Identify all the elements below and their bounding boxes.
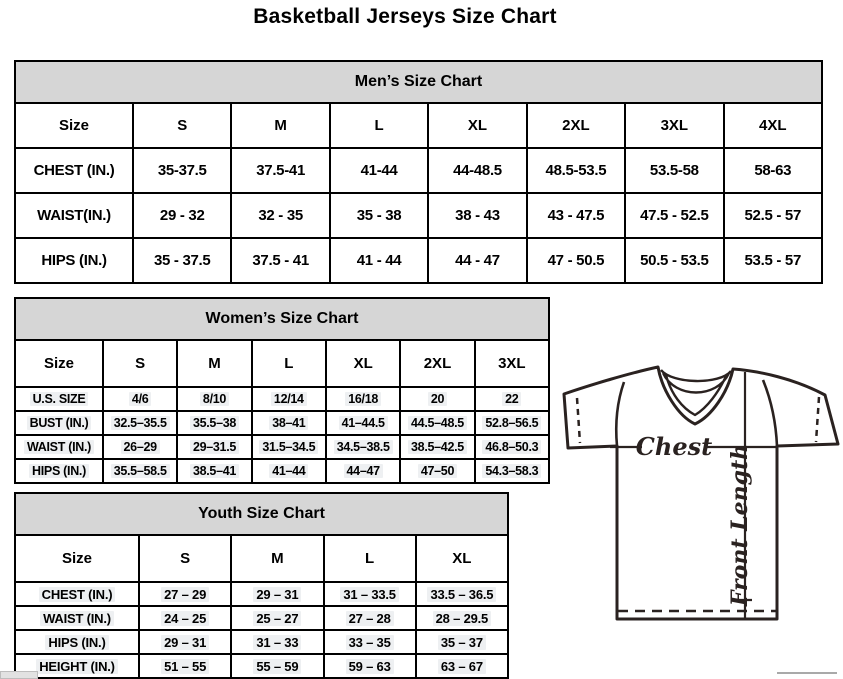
size-value-cell: 43 - 47.5 — [527, 193, 625, 238]
mens-header-row — [15, 103, 822, 148]
size-value-cell: 32.5–35.5 — [103, 411, 177, 435]
size-value-cell: 38.5–42.5 — [400, 435, 474, 459]
column-header: 3XL — [475, 340, 549, 387]
size-value-cell: 16/18 — [326, 387, 400, 411]
table-row — [15, 387, 549, 411]
scrollbar-fragment-left — [0, 671, 38, 679]
size-value-cell: 38.5–41 — [177, 459, 251, 483]
size-value-cell: 29 – 31 — [231, 582, 323, 606]
column-header: 3XL — [625, 103, 723, 148]
column-header: S — [139, 535, 231, 582]
table-row — [15, 238, 822, 283]
table-row — [15, 582, 508, 606]
row-label: WAIST (IN.) — [15, 606, 139, 630]
size-value-cell: 29 – 31 — [139, 630, 231, 654]
size-value-cell: 4/6 — [103, 387, 177, 411]
size-value-cell: 34.5–38.5 — [326, 435, 400, 459]
size-value-cell: 41-44 — [330, 148, 428, 193]
size-value-cell: 47.5 - 52.5 — [625, 193, 723, 238]
size-value-cell: 31 – 33 — [231, 630, 323, 654]
size-value-cell: 22 — [475, 387, 549, 411]
size-value-cell: 32 - 35 — [231, 193, 329, 238]
row-label: U.S. SIZE — [15, 387, 103, 411]
youth-header-row — [15, 535, 508, 582]
size-value-cell: 53.5-58 — [625, 148, 723, 193]
chest-label: Chest — [635, 432, 713, 461]
size-value-cell: 41–44 — [252, 459, 326, 483]
size-value-cell: 51 – 55 — [139, 654, 231, 678]
size-value-cell: 38 - 43 — [428, 193, 526, 238]
row-label: HEIGHT (IN.) — [15, 654, 139, 678]
size-value-cell: 41 - 44 — [330, 238, 428, 283]
size-value-cell: 46.8–50.3 — [475, 435, 549, 459]
table-row — [15, 606, 508, 630]
size-value-cell: 47–50 — [400, 459, 474, 483]
size-value-cell: 38–41 — [252, 411, 326, 435]
column-header: M — [231, 103, 329, 148]
column-header: L — [252, 340, 326, 387]
row-label: HIPS (IN.) — [15, 459, 103, 483]
row-label: CHEST (IN.) — [15, 582, 139, 606]
womens-chart-title: Women’s Size Chart — [15, 298, 549, 340]
size-value-cell: 28 – 29.5 — [416, 606, 508, 630]
column-header: S — [103, 340, 177, 387]
table-row — [15, 654, 508, 678]
column-header: M — [177, 340, 251, 387]
table-row — [15, 193, 822, 238]
size-value-cell: 48.5-53.5 — [527, 148, 625, 193]
youth-chart-title: Youth Size Chart — [15, 493, 508, 535]
size-value-cell: 8/10 — [177, 387, 251, 411]
size-value-cell: 31.5–34.5 — [252, 435, 326, 459]
column-header: M — [231, 535, 323, 582]
size-value-cell: 20 — [400, 387, 474, 411]
table-row — [15, 435, 549, 459]
size-value-cell: 27 – 28 — [324, 606, 416, 630]
size-value-cell: 59 – 63 — [324, 654, 416, 678]
size-value-cell: 47 - 50.5 — [527, 238, 625, 283]
size-value-cell: 27 – 29 — [139, 582, 231, 606]
column-header: Size — [15, 340, 103, 387]
size-value-cell: 44–47 — [326, 459, 400, 483]
mens-size-table — [14, 60, 823, 284]
size-value-cell: 55 – 59 — [231, 654, 323, 678]
size-value-cell: 33.5 – 36.5 — [416, 582, 508, 606]
row-label: CHEST (IN.) — [15, 148, 133, 193]
size-value-cell: 52.5 - 57 — [724, 193, 822, 238]
size-value-cell: 35.5–58.5 — [103, 459, 177, 483]
size-value-cell: 31 – 33.5 — [324, 582, 416, 606]
size-value-cell: 58-63 — [724, 148, 822, 193]
size-value-cell: 24 – 25 — [139, 606, 231, 630]
column-header: XL — [326, 340, 400, 387]
size-value-cell: 37.5-41 — [231, 148, 329, 193]
front-length-label: Front Length — [727, 443, 753, 607]
row-label: WAIST(IN.) — [15, 193, 133, 238]
size-value-cell: 29 - 32 — [133, 193, 231, 238]
size-value-cell: 12/14 — [252, 387, 326, 411]
size-value-cell: 35 – 37 — [416, 630, 508, 654]
size-value-cell: 63 – 67 — [416, 654, 508, 678]
size-value-cell: 35 - 37.5 — [133, 238, 231, 283]
size-value-cell: 35.5–38 — [177, 411, 251, 435]
column-header: 2XL — [400, 340, 474, 387]
column-header: S — [133, 103, 231, 148]
size-value-cell: 35 - 38 — [330, 193, 428, 238]
table-row — [15, 630, 508, 654]
page-title: Basketball Jerseys Size Chart — [253, 5, 557, 28]
size-value-cell: 35-37.5 — [133, 148, 231, 193]
size-value-cell: 25 – 27 — [231, 606, 323, 630]
column-header: L — [330, 103, 428, 148]
size-value-cell: 44-48.5 — [428, 148, 526, 193]
size-value-cell: 53.5 - 57 — [724, 238, 822, 283]
size-value-cell: 33 – 35 — [324, 630, 416, 654]
size-value-cell: 37.5 - 41 — [231, 238, 329, 283]
womens-header-row — [15, 340, 549, 387]
size-value-cell: 26–29 — [103, 435, 177, 459]
youth-size-table — [14, 492, 509, 679]
column-header: 2XL — [527, 103, 625, 148]
column-header: XL — [428, 103, 526, 148]
size-value-cell: 44 - 47 — [428, 238, 526, 283]
row-label: HIPS (IN.) — [15, 238, 133, 283]
jersey-outline — [564, 367, 838, 619]
table-row — [15, 411, 549, 435]
table-row — [15, 148, 822, 193]
column-header: L — [324, 535, 416, 582]
size-value-cell: 29–31.5 — [177, 435, 251, 459]
scrollbar-fragment-right — [777, 672, 837, 674]
jersey-diagram — [560, 362, 843, 632]
column-header: Size — [15, 103, 133, 148]
table-row — [15, 459, 549, 483]
womens-size-table — [14, 297, 550, 484]
column-header: 4XL — [724, 103, 822, 148]
row-label: HIPS (IN.) — [15, 630, 139, 654]
size-value-cell: 44.5–48.5 — [400, 411, 474, 435]
size-value-cell: 54.3–58.3 — [475, 459, 549, 483]
size-value-cell: 52.8–56.5 — [475, 411, 549, 435]
size-value-cell: 50.5 - 53.5 — [625, 238, 723, 283]
row-label: BUST (IN.) — [15, 411, 103, 435]
column-header: XL — [416, 535, 508, 582]
column-header: Size — [15, 535, 139, 582]
size-value-cell: 41–44.5 — [326, 411, 400, 435]
mens-chart-title: Men’s Size Chart — [15, 61, 822, 103]
row-label: WAIST (IN.) — [15, 435, 103, 459]
